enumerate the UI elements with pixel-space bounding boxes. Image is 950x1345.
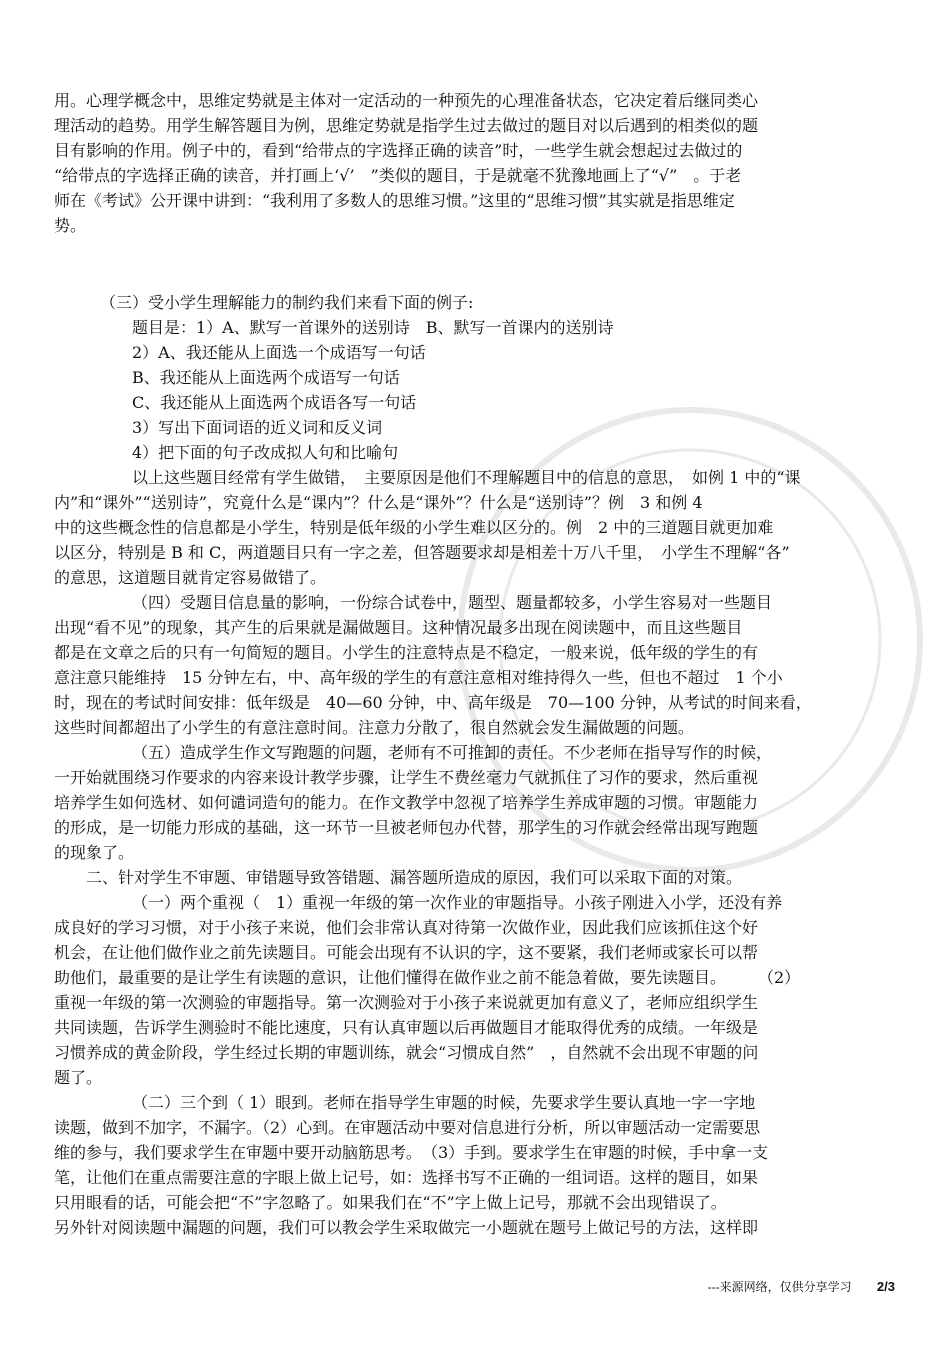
text-line: 机会，在让他们做作业之前先读题目。可能会出现有不认识的字，这不要紧，我们老师或家长可以帮 bbox=[54, 943, 759, 962]
section-heading: （二）三个到（ 1）眼到。老师在指导学生审题的时候，先要求学生要认真地一字一字地 bbox=[132, 1093, 756, 1112]
section-heading: （一）两个重视（ 1）重视一年级的第一次作业的审题指导。小孩子刚进入小学，还没有养 bbox=[132, 893, 783, 912]
text-line: 助他们，最重要的是让学生有读题的意识，让他们懂得在做作业之前不能急着做，要先读题目。 （2） bbox=[54, 968, 801, 987]
text-line: 以区分，特别是 B 和 C，两道题目只有一字之差，但答题要求却是相差十万八千里， 小学生不理解“各” bbox=[54, 543, 790, 562]
text-line: 中的这些概念性的信息都是小学生，特别是低年级的小学生难以区分的。例 2 中的三道题目就更加难 bbox=[54, 518, 774, 537]
text-line: 读题，做到不加字，不漏字。（2）心到。在审题活动中要对信息进行分析，所以审题活动一定需要思 bbox=[54, 1118, 761, 1137]
example-line: 3）写出下面词语的近义词和反义词 bbox=[132, 418, 383, 437]
text-line: 都是在文章之后的只有一句简短的题目。小学生的注意特点是不稳定，一般来说，低年级的学生的有 bbox=[54, 643, 759, 662]
example-line: B、我还能从上面选两个成语写一句话 bbox=[132, 368, 400, 387]
text-line: 的意思，这道题目就肯定容易做错了。 bbox=[54, 568, 327, 587]
text-line: 培养学生如何选材、如何谴词造句的能力。在作文教学中忽视了培养学生养成审题的习惯。审题能力 bbox=[54, 793, 759, 812]
text-line: 的现象了。 bbox=[54, 843, 135, 862]
text-line: 理活动的趋势。用学生解答题目为例，思维定势就是指学生过去做过的题目对以后遇到的相类似的题 bbox=[54, 116, 759, 135]
text-line: 势。 bbox=[54, 216, 87, 235]
text-line: 这些时间都超出了小学生的有意注意时间。注意力分散了，很自然就会发生漏做题的问题。 bbox=[54, 718, 695, 737]
text-line: 时，现在的考试时间安排：低年级是 40—60 分钟，中、高年级是 70—100 分钟，从考试的时间来看， bbox=[54, 693, 812, 712]
text-line: 重视一年级的第一次测验的审题指导。第一次测验对于小孩子来说就更加有意义了，老师应组织学生 bbox=[54, 993, 759, 1012]
text-line: “给带点的字选择正确的读音，并打画上‘√’ ”类似的题目，于是就毫不犹豫地画上了“√” 。于老 bbox=[54, 166, 742, 185]
text-line: 维的参与，我们要求学生在审题中要开动脑筋思考。 （3）手到。要求学生在审题的时候，手中拿一支 bbox=[54, 1143, 769, 1162]
footer-source: ---来源网络，仅供分享学习 bbox=[707, 1280, 852, 1294]
text-line: 用。心理学概念中，思维定势就是主体对一定活动的一种预先的心理准备状态，它决定着后继同类心 bbox=[54, 91, 759, 110]
text-line: 的形成，是一切能力形成的基础，这一环节一旦被老师包办代替，那学生的习作就会经常出现写跑题 bbox=[54, 818, 759, 837]
text-line: 题了。 bbox=[54, 1068, 103, 1087]
text-line: 出现“看不见”的现象，其产生的后果就是漏做题目。这种情况最多出现在阅读题中，而且这些题目 bbox=[54, 618, 743, 637]
text-line: 一开始就围绕习作要求的内容来设计教学步骤，让学生不费丝毫力气就抓住了习作的要求，然后重视 bbox=[54, 768, 759, 787]
text-line: 笔，让他们在重点需要注意的字眼上做上记号，如：选择书写不正确的一组词语。这样的题目，如果 bbox=[54, 1168, 759, 1187]
text-line: 只用眼看的话，可能会把“不”字忽略了。如果我们在“不”字上做上记号，那就不会出现错误了。 bbox=[54, 1193, 727, 1212]
text-line: 成良好的学习习惯，对于小孩子来说，他们会非常认真对待第一次做作业，因此我们应该抓住这个好 bbox=[54, 918, 759, 937]
text-line: 目有影响的作用。例子中的，看到“给带点的字选择正确的读音”时，一些学生就会想起过去做过的 bbox=[54, 141, 743, 160]
section-heading: （三）受小学生理解能力的制约我们来看下面的例子: bbox=[100, 293, 474, 312]
example-line: 2）A、我还能从上面选一个成语写一句话 bbox=[132, 343, 426, 362]
example-line: C、我还能从上面选两个成语各写一句话 bbox=[132, 393, 417, 412]
section-heading: （四）受题目信息量的影响，一份综合试卷中，题型、题量都较多，小学生容易对一些题目 bbox=[132, 593, 773, 612]
text-line: 另外针对阅读题中漏题的问题，我们可以教会学生采取做完一小题就在题号上做记号的方法，这样即 bbox=[54, 1218, 759, 1237]
example-line: 4）把下面的句子改成拟人句和比喻句 bbox=[132, 443, 399, 462]
page-number: 2/3 bbox=[876, 1279, 895, 1294]
text-line: 共同读题，告诉学生测验时不能比速度，只有认真审题以后再做题目才能取得优秀的成绩。一年级是 bbox=[54, 1018, 759, 1037]
section-heading: 二、针对学生不审题、审错题导致答错题、漏答题所造成的原因，我们可以采取下面的对策。 bbox=[86, 868, 743, 887]
page-footer bbox=[708, 1278, 895, 1295]
text-line: 内”和“课外”“送别诗”，究竟什么是“课内”？什么是“课外”？什么是“送别诗”？例 3 和例 4 bbox=[54, 493, 703, 512]
text-line: 意注意只能维持 15 分钟左右，中、高年级的学生的有意注意相对维持得久一些，但也不超过 1 个小 bbox=[54, 668, 783, 687]
text-line: 师在《考试》公开课中讲到：“我利用了多数人的思维习惯。”这里的“思维习惯”其实就是指思维定 bbox=[54, 191, 735, 210]
text-line: 习惯养成的黄金阶段，学生经过长期的审题训练，就会“习惯成自然” ，自然就不会出现不审题的问 bbox=[54, 1043, 759, 1062]
example-line: 题目是：1）A、默写一首课外的送别诗 B、默写一首课内的送别诗 bbox=[132, 318, 614, 337]
text-line: 以上这些题目经常有学生做错， 主要原因是他们不理解题目中的信息的意思， 如例 1 中的“课 bbox=[132, 468, 801, 487]
section-heading: （五）造成学生作文写跑题的问题，老师有不可推卸的责任。不少老师在指导写作的时候， bbox=[132, 743, 773, 762]
